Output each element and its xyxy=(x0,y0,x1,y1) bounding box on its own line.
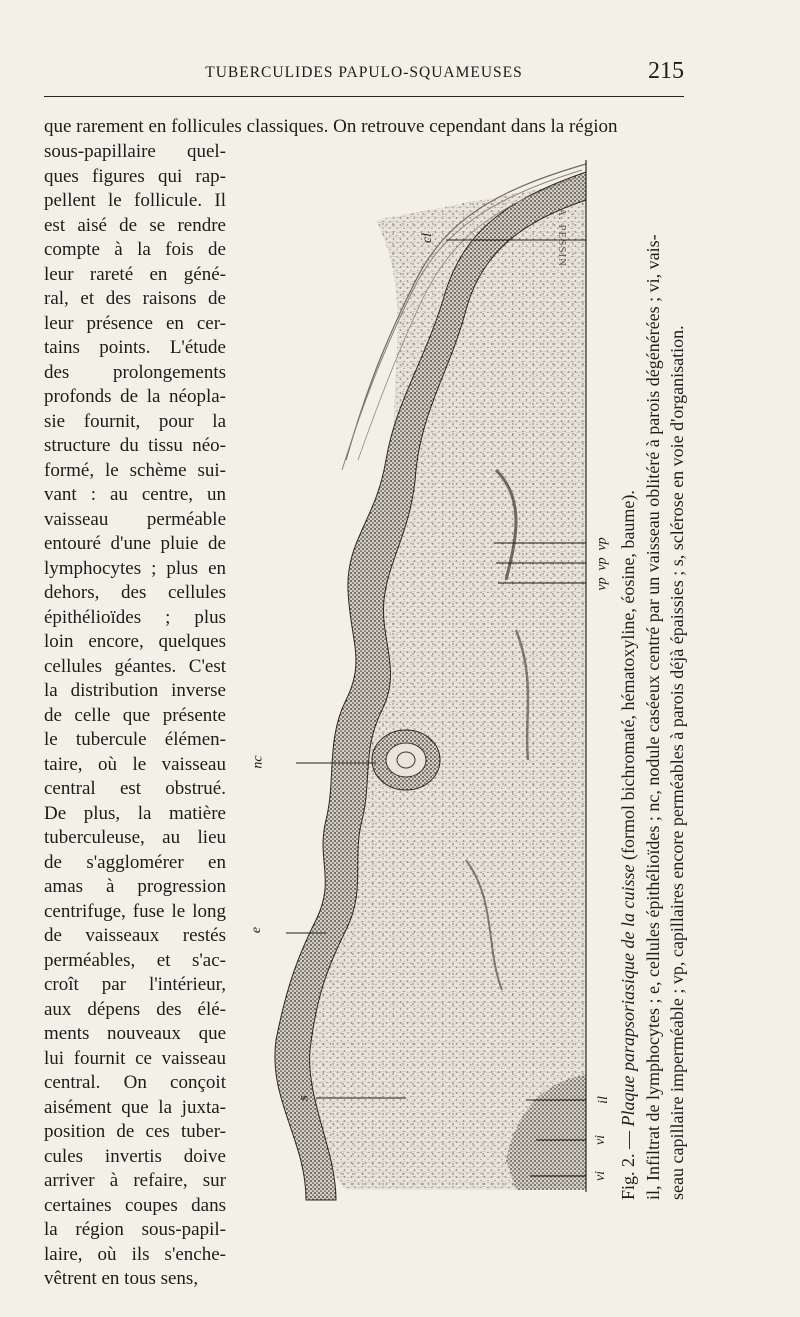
body-line: vaisseau perméable xyxy=(44,508,226,530)
running-title: TUBERCULIDES PAPULO-SQUAMEUSES xyxy=(205,64,523,81)
page-number: 215 xyxy=(648,58,684,84)
figure-label-cl: cl xyxy=(420,232,436,244)
body-line: entouré d'une pluie de xyxy=(44,533,226,554)
body-line: ments nouveaux que xyxy=(44,1023,226,1044)
body-line: vêtrent en tous sens, xyxy=(44,1268,199,1289)
body-line: taire, où le vaisseau xyxy=(44,753,226,775)
figure-label-nc: nc xyxy=(250,755,266,769)
body-line: formé, le schème sui- xyxy=(44,459,226,481)
body-line: la distribution inverse xyxy=(44,680,226,701)
body-line: loin encore, quelques xyxy=(44,631,226,652)
body-line: dehors, des cellules xyxy=(44,582,226,603)
body-line: ral, et des raisons de xyxy=(44,288,226,309)
figure-label-s: s xyxy=(296,1095,312,1101)
artist-signature: A. PESSIN xyxy=(556,208,568,268)
figure-label-vp: vp xyxy=(594,577,610,591)
body-line: compte à la fois de xyxy=(44,239,226,260)
body-line: aux dépens des élé- xyxy=(44,998,226,1020)
page-header xyxy=(44,58,684,88)
body-line: sie fournit, pour la xyxy=(44,410,226,432)
body-line: certaines coupes dans xyxy=(44,1194,226,1216)
body-line: croît par l'intérieur, xyxy=(44,974,226,995)
figure-label-vi: vi xyxy=(593,1134,609,1146)
caption-title: Plaque parapsoriasique de la cuisse xyxy=(618,864,638,1127)
body-line: amas à progression xyxy=(44,876,226,897)
body-line: sous-papillaire quel- xyxy=(44,141,226,162)
body-line: de celle que présente xyxy=(44,704,226,726)
body-line: tains points. L'étude xyxy=(44,337,226,358)
body-line: cellules géantes. C'est xyxy=(44,655,226,677)
body-line: lymphocytes ; plus en xyxy=(44,557,226,579)
body-line: central. On conçoit xyxy=(44,1072,226,1093)
figure-label-vi: vi xyxy=(593,1170,609,1182)
body-line: perméables, et s'ac- xyxy=(44,949,226,971)
body-line: structure du tissu néo- xyxy=(44,435,226,456)
body-line: de vaisseaux restés xyxy=(44,925,226,946)
caption-title-line xyxy=(616,110,641,1200)
body-first-line: que rarement en follicules classiques. On retrouve cependant dans la région xyxy=(44,116,618,137)
body-line: aisément que la juxta- xyxy=(44,1096,226,1118)
histology-figure xyxy=(249,160,611,1210)
figure-label-vp: vp xyxy=(594,557,610,571)
caption-legend: seau capillaire imperméable ; vp, capillaires encore perméables à parois déjà épaissies ; s, sclérose en voie d'organisation. xyxy=(667,325,687,1200)
body-line: vant : au centre, un xyxy=(44,484,226,505)
body-line: ques figures qui rap- xyxy=(44,165,226,187)
figure-label-il: il xyxy=(595,1096,611,1104)
figure-label-e: e xyxy=(249,926,265,934)
caption-fig-label: Fig. 2. — xyxy=(618,1130,638,1200)
body-line: des prolongements xyxy=(44,361,226,383)
body-line: cules invertis doive xyxy=(44,1145,226,1167)
histology-illustration xyxy=(266,160,600,1210)
body-line: tuberculeuse, au lieu xyxy=(44,827,226,848)
body-column-text xyxy=(44,140,226,1292)
body-line: De plus, la matière xyxy=(44,802,226,824)
body-line: de s'agglomérer en xyxy=(44,851,226,873)
caption-legend: il, Infiltrat de lymphocytes ; e, cellules épithélioïdes ; nc, nodule caséeux centré par un vaisseau oblitéré à parois dégénérées ; vi, vais- xyxy=(642,234,663,1200)
body-line: central est obstrué. xyxy=(44,778,226,799)
body-line: leur rareté en géné- xyxy=(44,263,226,285)
body-line: profonds de la néopla- xyxy=(44,386,226,407)
body-line: arriver à refaire, sur xyxy=(44,1170,226,1191)
body-line: position de ces tuber- xyxy=(44,1121,226,1142)
caption-method: (formol bichromaté, hématoxyline, éosine, baume). xyxy=(618,490,638,865)
figure-label-vp: vp xyxy=(594,537,610,551)
body-line: pellent le follicule. Il xyxy=(44,190,226,211)
body-line: lui fournit ce vaisseau xyxy=(44,1047,226,1069)
body-line: leur présence en cer- xyxy=(44,312,226,334)
figure-caption xyxy=(616,110,690,1200)
body-line: le tubercule élémen- xyxy=(44,729,226,750)
body-line: laire, où ils s'enche- xyxy=(44,1243,226,1265)
body-line: la région sous-papil- xyxy=(44,1219,226,1240)
body-line: épithélioïdes ; plus xyxy=(44,606,226,628)
body-line: est aisé de se rendre xyxy=(44,214,226,236)
caseous-nodule xyxy=(372,730,440,790)
header-rule xyxy=(44,96,684,97)
body-line: centrifuge, fuse le long xyxy=(44,900,226,922)
